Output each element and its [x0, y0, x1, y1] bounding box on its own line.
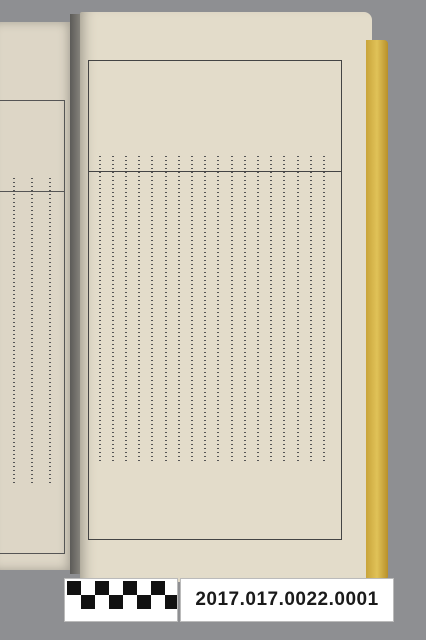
- toc-leader-dots: [217, 156, 219, 462]
- toc-entry: [226, 148, 238, 466]
- left-page: [0, 22, 76, 570]
- toc-entry: [292, 148, 304, 466]
- toc-leader-dots: [112, 156, 114, 462]
- toc-entry: [186, 148, 198, 466]
- toc-leader-dots: [204, 156, 206, 462]
- toc-leader-dots: [270, 156, 272, 462]
- toc-entry: [265, 148, 277, 466]
- toc-leader-dots: [297, 156, 299, 462]
- toc-leader-dots: [138, 156, 140, 462]
- toc-leader-dots: [125, 156, 127, 462]
- toc-leader-dots: [99, 156, 101, 462]
- toc-leader-dots: [178, 156, 180, 462]
- toc-entry: [239, 148, 251, 466]
- toc-entry: [160, 148, 172, 466]
- toc-leader-dots: [165, 156, 167, 462]
- toc-entry: [278, 148, 290, 466]
- toc-entry: [107, 148, 119, 466]
- accession-number-tag: 2017.017.0022.0001: [180, 578, 394, 622]
- color-scale-bar: [64, 578, 178, 622]
- left-toc-entry: [44, 170, 56, 488]
- left-toc-entry: [26, 170, 38, 488]
- toc-leader-dots: [191, 156, 193, 462]
- toc-entry: [133, 148, 145, 466]
- toc-leader-dots: [257, 156, 259, 462]
- toc-leader-dots: [231, 156, 233, 462]
- toc-leader-dots: [283, 156, 285, 462]
- left-toc-entry: [8, 170, 20, 488]
- toc-entry: [94, 148, 106, 466]
- toc-entry: [212, 148, 224, 466]
- toc-entry: [120, 148, 132, 466]
- toc-entry: [305, 148, 317, 466]
- toc-entry: [318, 148, 330, 466]
- toc-leader-dots: [323, 156, 325, 462]
- toc-entry: [252, 148, 264, 466]
- toc-leader-dots: [151, 156, 153, 462]
- toc-leader-dots: [244, 156, 246, 462]
- book-cover-edge: [366, 40, 388, 580]
- toc-entry: [146, 148, 158, 466]
- toc-entry: [199, 148, 211, 466]
- toc-entry: [173, 148, 185, 466]
- toc-leader-dots: [310, 156, 312, 462]
